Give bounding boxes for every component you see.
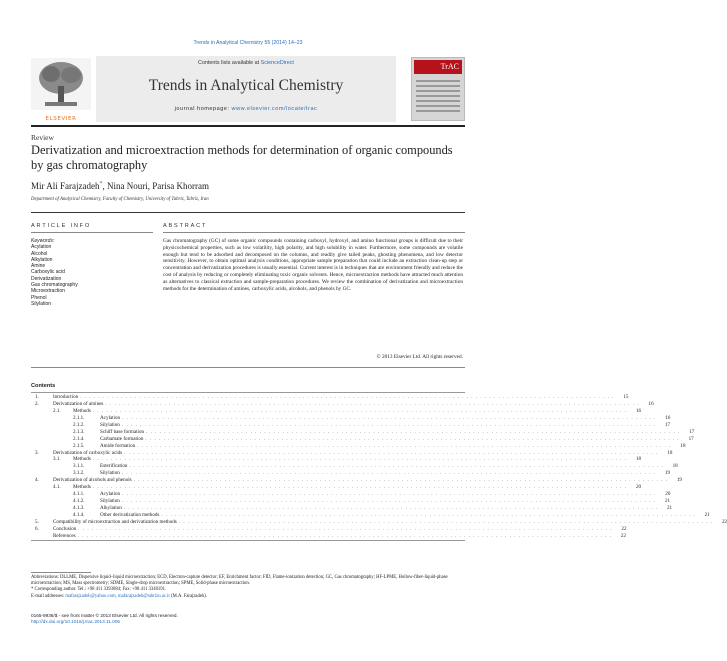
toc-page-number: 17 — [664, 421, 671, 428]
toc-title[interactable]: Acylation — [100, 491, 121, 498]
toc-page-number: 19 — [664, 470, 671, 477]
toc-number — [35, 533, 53, 540]
page-footer — [31, 613, 465, 626]
info-divider — [31, 212, 465, 213]
affiliation: Department of Analytical Chemistry, Faculty of Chemistry, University of Tabriz, Tabriz, Iran — [31, 197, 209, 202]
footnotes — [31, 575, 465, 600]
toc-leader-dots: . . . . . . . . . . . . . . . . . . . . . . . . . . . . . . . . . . . . . . . . . . . . . . . . . . . . . . . . . . . . . . . . . . . . . . . . . . . . . . . . . . . . . . . . . . . . . . . . . . . . . . . . . . . . . . . . . . . . . . — [161, 511, 696, 518]
toc-number: 3.1.2. — [73, 470, 85, 477]
article-title: Derivatization and microextraction methods for determination of organic compounds by gas chromatography — [31, 143, 453, 172]
toc-entry[interactable] — [31, 456, 642, 463]
toc-leader-dots: . . . . . . . . . . . . . . . . . . . . . . . . . . . . . . . . . . . . . . . . . . . . . . . . . . . . . . . . . . . . . . . . . . . . . . . . . . . . . . . . . . . . . . . . . . . . . . . . . . . . . . . . . . . . . . . . . . . . . . — [146, 428, 681, 435]
contents-prefix: Contents lists available at — [198, 60, 261, 66]
toc-title[interactable]: Silylation — [100, 421, 120, 428]
toc-entry[interactable] — [31, 414, 671, 422]
toc-entry[interactable] — [31, 394, 629, 401]
toc-leader-dots: . . . . . . . . . . . . . . . . . . . . . . . . . . . . . . . . . . . . . . . . . . . . . . . . . . . . . . . . . . . . . . . . . . . . . . . . . . . . . . . . . . . . . . . . . . . . . . . . . . . . . . . . . . . . . . . . . . . . . . — [92, 484, 628, 491]
toc-entry[interactable] — [31, 449, 673, 457]
toc-page-number: 22 — [620, 532, 626, 539]
author-rest: , Nina Nouri, Parisa Khorram — [102, 181, 209, 191]
toc-number: 2.1.4. — [73, 435, 85, 442]
abbreviations-note: Abbreviations: DLLME, Dispersive liquid–liquid microextraction; ECD, Electron-capture detector; EF, Enrichment factor; FID, Flame-ionization detection; GC, Gas chromatography; HF-LPME, Hollow-fiber-liquid-phase microextraction; MS, Mass spectrometry; SDME, Single-drop microextraction; SPME, Solid-phase microextraction. — [31, 575, 448, 587]
toc-title[interactable]: Conclusion — [53, 525, 77, 532]
contents-availability — [96, 60, 396, 66]
homepage-link[interactable]: www.elsevier.com/locate/trac — [231, 106, 318, 112]
toc-number: 4.1. — [53, 484, 61, 491]
toc-page-number: 17 — [689, 428, 695, 435]
toc-page-number: 16 — [636, 407, 642, 414]
toc-page-number: 18 — [667, 449, 673, 456]
toc-page-number: 21 — [664, 498, 671, 505]
keyword-item: Gas chromatography — [31, 282, 78, 289]
toc-title[interactable]: Carbamate formation — [100, 435, 144, 442]
toc-page-number: 17 — [688, 435, 694, 442]
cover-decoration — [416, 80, 460, 115]
toc-entry[interactable] — [31, 518, 727, 526]
toc-entry[interactable] — [31, 511, 710, 519]
toc-title[interactable]: Silylation — [100, 498, 120, 505]
toc-title[interactable]: Compatibility of microextraction and derivatization methods — [53, 518, 177, 525]
keywords-section — [31, 238, 153, 307]
toc-title[interactable]: Acylation — [100, 414, 121, 421]
toc-number: 4.1.1. — [73, 491, 85, 498]
toc-leader-dots: . . . . . . . . . . . . . . . . . . . . . . . . . . . . . . . . . . . . . . . . . . . . . . . . . . . . . . . . . . . . . . . . . . . . . . . . . . . . . . . . . . . . . . . . . . . . . . . . . . . . . . . . . . . . . . . . . . . . . . — [129, 463, 664, 470]
abstract-heading: ABSTRACT — [163, 223, 208, 229]
email-suffix: (M.A. Farajzadeh). — [169, 593, 208, 599]
toc-leader-dots: . . . . . . . . . . . . . . . . . . . . . . . . . . . . . . . . . . . . . . . . . . . . . . . . . . . . . . . . . . . . . . . . . . . . . . . . . . . . . . . . . . . . . . . . . . . . . . . . . . . . . . . . . . . . . . . . . . . . . . — [123, 505, 659, 511]
toc-leader-dots: . . . . . . . . . . . . . . . . . . . . . . . . . . . . . . . . . . . . . . . . . . . . . . . . . . . . . . . . . . . . . . . . . . . . . . . . . . . . . . . . . . . . . . . . . . . . . . . . . . . . . . . . . . . . . . . . . . . . . . — [80, 394, 615, 400]
toc-leader-dots: . . . . . . . . . . . . . . . . . . . . . . . . . . . . . . . . . . . . . . . . . . . . . . . . . . . . . . . . . . . . . . . . . . . . . . . . . . . . . . . . . . . . . . . . . . . . . . . . . . . . . . . . . . . . . . . . . . . . . . — [145, 435, 680, 442]
abstract-copyright: © 2013 Elsevier Ltd. All rights reserved. — [376, 354, 463, 360]
toc-leader-dots: . . . . . . . . . . . . . . . . . . . . . . . . . . . . . . . . . . . . . . . . . . . . . . . . . . . . . . . . . . . . . . . . . . . . . . . . . . . . . . . . . . . . . . . . . . . . . . . . . . . . . . . . . . . . . . . . . . . . . . — [105, 400, 640, 407]
homepage-prefix: journal homepage: — [174, 106, 232, 112]
email-links[interactable]: mafarajzadeh@yahoo.com, mafarajzadeh@tabrizu.ac.ir — [65, 593, 170, 599]
doi-link[interactable]: http://dx.doi.org/10.1016/j.trac.2013.11.006 — [31, 619, 121, 625]
corresponding-author-mark[interactable]: * — [99, 181, 103, 187]
cover-label: TrAC — [414, 60, 462, 74]
toc-number: 5. — [35, 518, 39, 525]
publisher-name: ELSEVIER — [45, 116, 77, 122]
toc-number: 4. — [35, 477, 39, 484]
footnote-rule — [31, 572, 91, 573]
toc-page-number: 22 — [621, 525, 627, 532]
toc-leader-dots: . . . . . . . . . . . . . . . . . . . . . . . . . . . . . . . . . . . . . . . . . . . . . . . . . . . . . . . . . . . . . . . . . . . . . . . . . . . . . . . . . . . . . . . . . . . . . . . . . . . . . . . . . . . . . . . . . . . . . . — [92, 456, 628, 463]
toc-page-number: 22 — [721, 518, 727, 525]
abstract-divider — [31, 367, 465, 368]
toc-page-number: 18 — [680, 442, 686, 449]
toc-entry[interactable] — [31, 400, 654, 408]
toc-leader-dots: . . . . . . . . . . . . . . . . . . . . . . . . . . . . . . . . . . . . . . . . . . . . . . . . . . . . . . . . . . . . . . . . . . . . . . . . . . . . . . . . . . . . . . . . . . . . . . . . . . . . . . . . . . . . . . . . . . . . . . — [121, 498, 657, 505]
toc-title[interactable]: Methods — [73, 484, 91, 491]
keyword-item: Microextraction — [31, 288, 65, 295]
sciencedirect-link[interactable]: ScienceDirect — [260, 60, 294, 66]
email-label: E-mail addresses: — [31, 593, 66, 599]
contents-bottom-rule — [31, 540, 465, 541]
author-first: Mir Ali Farajzadeh — [31, 181, 100, 191]
toc-number: 4.1.2. — [73, 498, 85, 505]
toc-title[interactable]: Silylation — [100, 470, 120, 477]
toc-number: 2.1.3. — [73, 428, 85, 435]
toc-entry[interactable] — [31, 421, 671, 429]
contents-top-rule — [31, 392, 465, 393]
toc-page-number: 18 — [636, 456, 642, 463]
elsevier-tree-icon — [31, 58, 91, 110]
toc-number: 6. — [35, 525, 39, 532]
issn-line: 0165-9936/$ - see front matter © 2013 Elsevier Ltd. All rights reserved. — [31, 613, 178, 618]
toc-leader-dots: . . . . . . . . . . . . . . . . . . . . . . . . . . . . . . . . . . . . . . . . . . . . . . . . . . . . . . . . . . . . . . . . . . . . . . . . . . . . . . . . . . . . . . . . . . . . . . . . . . . . . . . . . . . . . . . . . . . . . . — [133, 477, 668, 484]
toc-entry[interactable] — [31, 498, 671, 505]
toc-title[interactable]: Esterification — [100, 463, 128, 470]
abstract-rule — [163, 232, 465, 233]
toc-entry[interactable] — [31, 435, 694, 443]
toc-entry[interactable] — [31, 463, 678, 470]
journal-homepage — [96, 106, 396, 112]
toc-entry[interactable] — [31, 484, 642, 491]
header-divider — [31, 125, 465, 127]
toc-leader-dots: . . . . . . . . . . . . . . . . . . . . . . . . . . . . . . . . . . . . . . . . . . . . . . . . . . . . . . . . . . . . . . . . . . . . . . . . . . . . . . . . . . . . . . . . . . . . . . . . . . . . . . . . . . . . . . . . . . . . . . — [124, 449, 659, 456]
toc-page-number: 16 — [648, 400, 654, 407]
toc-number: 2.1. — [53, 407, 61, 414]
toc-page-number: 20 — [636, 484, 642, 491]
toc-leader-dots: . . . . . . . . . . . . . . . . . . . . . . . . . . . . . . . . . . . . . . . . . . . . . . . . . . . . . . . . . . . . . . . . . . . . . . . . . . . . . . . . . . . . . . . . . . . . . . . . . . . . . . . . . . . . . . . . . . . . . . — [122, 491, 657, 498]
toc-leader-dots: . . . . . . . . . . . . . . . . . . . . . . . . . . . . . . . . . . . . . . . . . . . . . . . . . . . . . . . . . . . . . . . . . . . . . . . . . . . . . . . . . . . . . . . . . . . . . . . . . . . . . . . . . . . . . . . . . . . . . . — [121, 421, 657, 428]
toc-number: 4.1.3. — [73, 505, 85, 511]
toc-leader-dots: . . . . . . . . . . . . . . . . . . . . . . . . . . . . . . . . . . . . . . . . . . . . . . . . . . . . . . . . . . . . . . . . . . . . . . . . . . . . . . . . . . . . . . . . . . . . . . . . . . . . . . . . . . . . . . . . . . . . . . — [78, 525, 613, 532]
abstract-text: Gas chromatography (GC) of some organic compounds containing carboxyl, hydroxyl, and amino functional groups is difficult due to their physicochemical properties, such as low volatility, high polarity, and high solubility in water. Furthermore, some compounds are volatile enough but tend to be adsorbed and decomposed on the columns, and readily give tailed peaks, ghosting phenomena, and low detector sensitivity. However, to obtain optimal analysis conditions, appropriate sample preparation that could include an extraction clean-up step or concentration and derivatization procedures is usually essential. Current interest is in techniques that are environment friendly and reduce the cost of analysis by reducing or completely eliminating toxic organic solvents. Hence, microextraction methods have attracted much attention as alternatives to classical extraction and sample-preparation procedures. We review the combination of derivatization and microextraction methods for the determination of amines, carboxylic acids, alcohols, and phenols by GC. — [163, 238, 463, 292]
toc-title[interactable]: Introduction — [53, 394, 79, 400]
toc-number: 2.1.2. — [73, 421, 85, 428]
keyword-item: Silylation — [31, 300, 52, 307]
keyword-item: Phenol — [31, 294, 47, 301]
author-list — [31, 181, 209, 191]
toc-entry[interactable] — [31, 505, 673, 512]
toc-number: 3.1. — [53, 456, 61, 463]
toc-entry[interactable] — [31, 442, 686, 450]
toc-title[interactable]: Methods — [73, 407, 91, 414]
toc-entry[interactable] — [31, 428, 695, 436]
toc-title[interactable]: Alkylation — [100, 505, 122, 511]
toc-entry[interactable] — [31, 525, 627, 533]
toc-page-number: 21 — [666, 505, 673, 511]
toc-number: 2.1.1. — [73, 414, 85, 421]
toc-leader-dots: . . . . . . . . . . . . . . . . . . . . . . . . . . . . . . . . . . . . . . . . . . . . . . . . . . . . . . . . . . . . . . . . . . . . . . . . . . . . . . . . . . . . . . . . . . . . . . . . . . . . . . . . . . . . . . . . . . . . . . — [92, 407, 628, 414]
toc-leader-dots: . . . . . . . . . . . . . . . . . . . . . . . . . . . . . . . . . . . . . . . . . . . . . . . . . . . . . . . . . . . . . . . . . . . . . . . . . . . . . . . . . . . . . . . . . . . . . . . . . . . . . . . . . . . . . . . . . . . . . . — [77, 532, 612, 539]
toc-entry[interactable] — [31, 491, 671, 498]
toc-number: 2.1.5. — [73, 442, 85, 449]
toc-title[interactable]: Derivatization of carboxylic acids — [53, 449, 123, 456]
keyword-item: Acylation — [31, 244, 52, 251]
email-note — [31, 594, 465, 600]
toc-number: 2. — [35, 400, 39, 407]
toc-leader-dots: . . . . . . . . . . . . . . . . . . . . . . . . . . . . . . . . . . . . . . . . . . . . . . . . . . . . . . . . . . . . . . . . . . . . . . . . . . . . . . . . . . . . . . . . . . . . . . . . . . . . . . . . . . . . . . . . . . . . . . — [121, 470, 657, 477]
toc-number: 4.1.4. — [73, 511, 85, 518]
toc-page-number: 19 — [676, 477, 682, 484]
toc-page-number: 21 — [704, 511, 710, 518]
table-of-contents — [31, 394, 727, 540]
toc-page-number: 15 — [623, 394, 629, 400]
article-type: Review — [31, 133, 54, 142]
corresponding-author-note: * Corresponding author. Tel.: +98 411 3393084; Fax: +98 411 3340191. — [31, 587, 167, 593]
journal-cover-thumbnail — [411, 57, 465, 121]
article-info-rule — [31, 232, 153, 233]
toc-title[interactable]: Amide formation — [100, 442, 136, 449]
toc-entry[interactable] — [31, 477, 682, 484]
toc-entry[interactable] — [31, 532, 626, 540]
journal-reference[interactable]: Trends in Analytical Chemistry 55 (2014) 14–23 — [193, 40, 303, 46]
keyword-item: Alcohol — [31, 250, 48, 257]
toc-page-number: 18 — [672, 463, 678, 470]
keyword-item: Carboxylic acid — [31, 269, 65, 276]
toc-title[interactable]: Derivatization of amines — [53, 400, 104, 407]
keyword-item: Alkylation — [31, 256, 53, 263]
article-info-heading: ARTICLE INFO — [31, 223, 92, 229]
toc-title[interactable]: Methods — [73, 456, 91, 463]
contents-heading: Contents — [31, 383, 56, 389]
toc-page-number: 16 — [665, 414, 671, 421]
toc-title[interactable]: References — [53, 532, 76, 539]
toc-leader-dots: . . . . . . . . . . . . . . . . . . . . . . . . . . . . . . . . . . . . . . . . . . . . . . . . . . . . . . . . . . . . . . . . . . . . . . . . . . . . . . . . . . . . . . . . . . . . . . . . . . . . . . . . . . . . . . . . . . . . . . — [178, 518, 714, 525]
toc-title[interactable]: Derivatization of alcohols and phenols — [53, 477, 132, 484]
journal-title: Trends in Analytical Chemistry — [148, 77, 344, 94]
toc-leader-dots: . . . . . . . . . . . . . . . . . . . . . . . . . . . . . . . . . . . . . . . . . . . . . . . . . . . . . . . . . . . . . . . . . . . . . . . . . . . . . . . . . . . . . . . . . . . . . . . . . . . . . . . . . . . . . . . . . . . . . . — [122, 414, 657, 421]
toc-number: 1. — [35, 394, 39, 400]
toc-leader-dots: . . . . . . . . . . . . . . . . . . . . . . . . . . . . . . . . . . . . . . . . . . . . . . . . . . . . . . . . . . . . . . . . . . . . . . . . . . . . . . . . . . . . . . . . . . . . . . . . . . . . . . . . . . . . . . . . . . . . . . — [137, 442, 672, 449]
toc-page-number: 20 — [665, 491, 671, 498]
toc-title[interactable]: Other derivatization methods — [100, 511, 160, 518]
keyword-item: Amine — [31, 263, 46, 270]
elsevier-logo — [31, 58, 91, 122]
toc-title[interactable]: Schiff base formation — [100, 428, 145, 435]
keywords-label: Keywords: — [31, 238, 55, 244]
toc-number: 3. — [35, 449, 39, 456]
keyword-item: Derivatization — [31, 275, 62, 282]
toc-number: 3.1.1. — [73, 463, 85, 470]
toc-entry[interactable] — [31, 407, 642, 415]
